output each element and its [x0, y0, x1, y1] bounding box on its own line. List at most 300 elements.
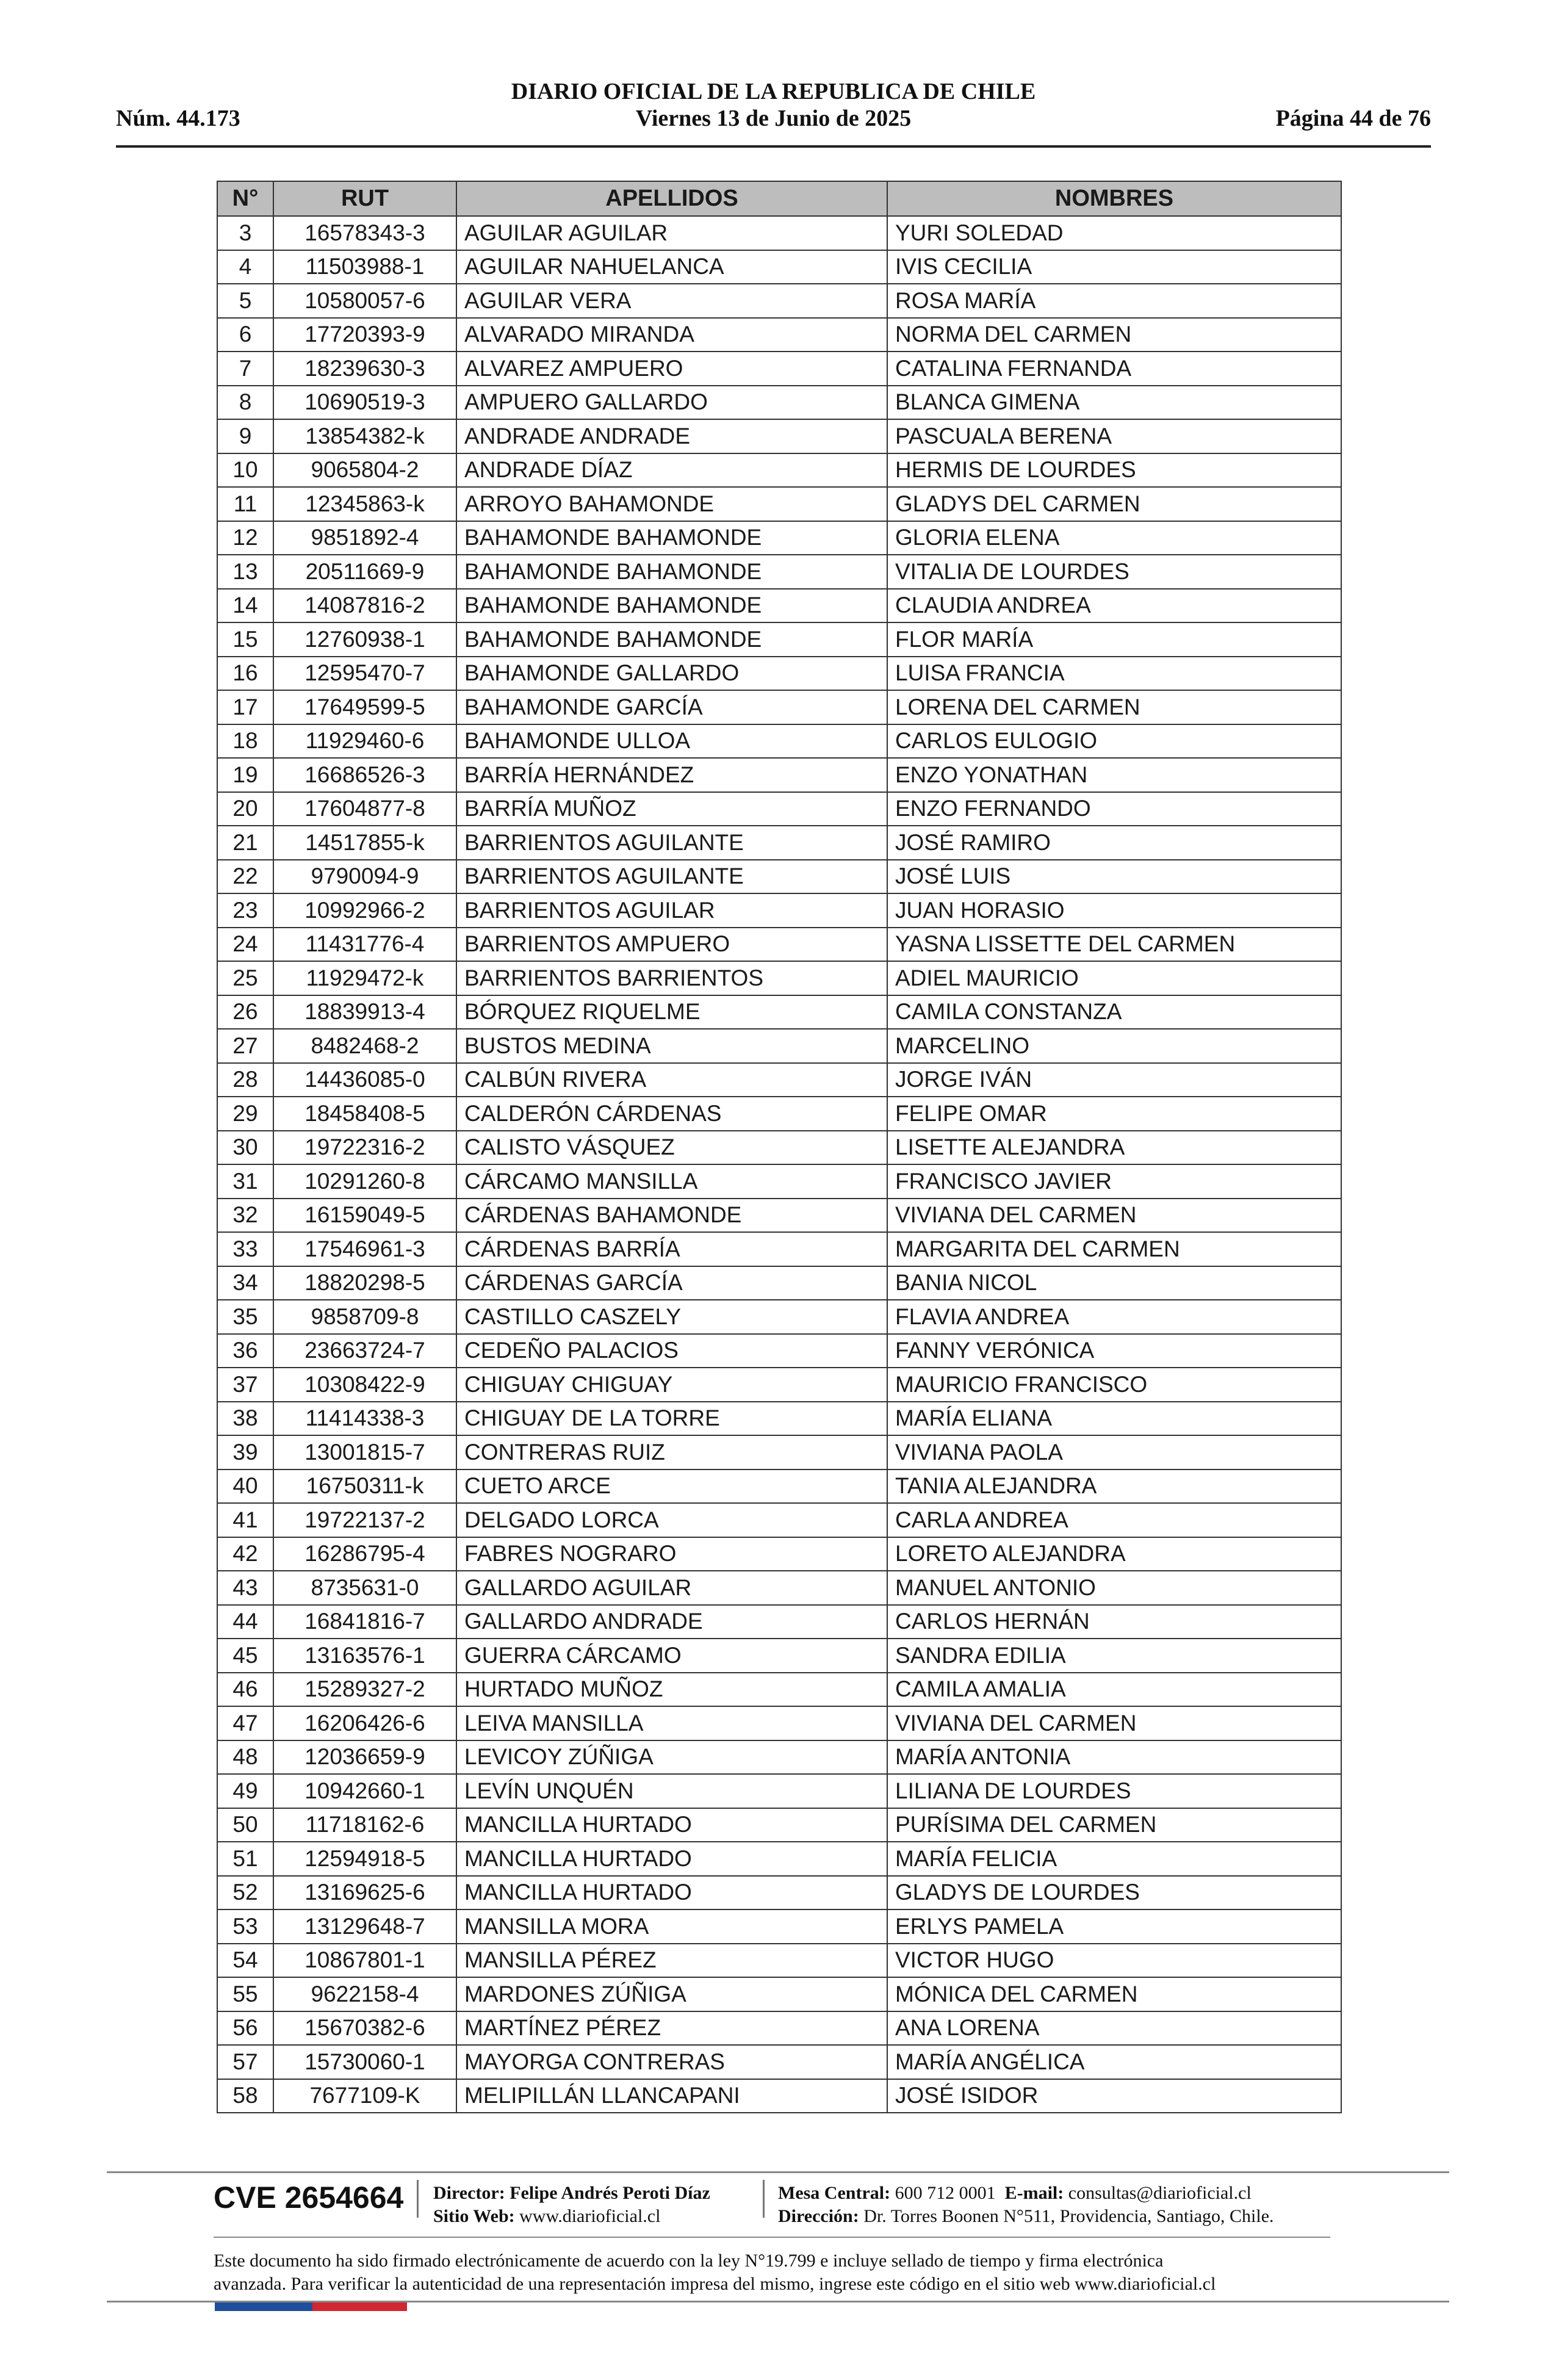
cell-number: 49 — [217, 1774, 273, 1808]
cell-nombres: NORMA DEL CARMEN — [887, 318, 1341, 352]
director-line — [433, 2182, 710, 2205]
cell-number: 20 — [217, 792, 273, 826]
cell-rut: 8735631-0 — [273, 1571, 456, 1605]
cell-rut: 18839913-4 — [273, 995, 456, 1030]
cell-nombres: MARÍA FELICIA — [887, 1842, 1341, 1876]
cell-number: 16 — [217, 657, 273, 691]
cell-apellidos: AGUILAR VERA — [456, 284, 887, 318]
column-header-number: N° — [217, 181, 273, 216]
signature-note — [214, 2249, 1373, 2296]
cell-number: 30 — [217, 1131, 273, 1165]
table-row — [217, 453, 1341, 488]
table-row — [217, 1435, 1341, 1469]
cell-rut: 7677109-K — [273, 2079, 456, 2113]
table-row — [217, 1740, 1341, 1775]
cell-apellidos: LEIVA MANSILLA — [456, 1706, 887, 1740]
cell-apellidos: LEVÍN UNQUÉN — [456, 1774, 887, 1808]
cell-nombres: FELIPE OMAR — [887, 1097, 1341, 1131]
cell-rut: 14436085-0 — [273, 1063, 456, 1097]
cell-apellidos: LEVICOY ZÚÑIGA — [456, 1740, 887, 1775]
cell-apellidos: MANSILLA PÉREZ — [456, 1944, 887, 1978]
cell-rut: 16286795-4 — [273, 1537, 456, 1571]
cell-number: 31 — [217, 1164, 273, 1199]
cell-nombres: YASNA LISSETTE DEL CARMEN — [887, 928, 1341, 962]
cell-rut: 18458408-5 — [273, 1097, 456, 1131]
cell-nombres: VIVIANA PAOLA — [887, 1435, 1341, 1469]
cell-apellidos: BAHAMONDE BAHAMONDE — [456, 589, 887, 623]
signature-note-line-1: Este documento ha sido firmado electrónicamente de acuerdo con la ley N°19.799 e incluye sellado de tiempo y firma electrónica — [214, 2251, 1164, 2271]
cell-nombres: GLADYS DEL CARMEN — [887, 487, 1341, 521]
cell-apellidos: BARRIENTOS BARRIENTOS — [456, 961, 887, 995]
cell-apellidos: CÁRDENAS GARCÍA — [456, 1266, 887, 1300]
table-row — [217, 1164, 1341, 1199]
table-row — [217, 1876, 1341, 1910]
table-row — [217, 1605, 1341, 1639]
website-line — [433, 2205, 710, 2228]
cell-nombres: MANUEL ANTONIO — [887, 1571, 1341, 1605]
cell-rut: 16578343-3 — [273, 216, 456, 250]
cell-number: 51 — [217, 1842, 273, 1876]
cell-number: 44 — [217, 1605, 273, 1639]
contact-block — [778, 2182, 1274, 2228]
cell-number: 27 — [217, 1029, 273, 1063]
cell-number: 17 — [217, 690, 273, 724]
cell-apellidos: BÓRQUEZ RIQUELME — [456, 995, 887, 1030]
cell-apellidos: AGUILAR NAHUELANCA — [456, 250, 887, 284]
cell-apellidos: BARRÍA HERNÁNDEZ — [456, 758, 887, 792]
cell-apellidos: HURTADO MUÑOZ — [456, 1673, 887, 1707]
table-row — [217, 555, 1341, 589]
cell-apellidos: GUERRA CÁRCAMO — [456, 1639, 887, 1673]
cell-apellidos: MAYORGA CONTRERAS — [456, 2045, 887, 2079]
cell-apellidos: CALDERÓN CÁRDENAS — [456, 1097, 887, 1131]
cell-rut: 12760938-1 — [273, 622, 456, 657]
cell-number: 38 — [217, 1402, 273, 1436]
cell-rut: 11503988-1 — [273, 250, 456, 284]
cell-number: 25 — [217, 961, 273, 995]
cell-apellidos: ALVARADO MIRANDA — [456, 318, 887, 352]
cell-nombres: MARGARITA DEL CARMEN — [887, 1232, 1341, 1266]
cell-number: 14 — [217, 589, 273, 623]
cell-apellidos: BARRIENTOS AGUILAR — [456, 893, 887, 928]
website-label: Sitio Web: — [433, 2206, 515, 2226]
table-row — [217, 1063, 1341, 1097]
table-row — [217, 1469, 1341, 1504]
email-address[interactable]: consultas@diarioficial.cl — [1068, 2183, 1252, 2203]
flag-stripe-red — [312, 2302, 407, 2311]
cell-number: 52 — [217, 1876, 273, 1910]
issue-date: Viernes 13 de Junio de 2025 — [635, 106, 912, 131]
cell-rut: 16206426-6 — [273, 1706, 456, 1740]
cell-nombres: LORENA DEL CARMEN — [887, 690, 1341, 724]
cell-number: 22 — [217, 860, 273, 894]
cell-rut: 16159049-5 — [273, 1199, 456, 1233]
cell-apellidos: DELGADO LORCA — [456, 1503, 887, 1537]
cell-nombres: VITALIA DE LOURDES — [887, 555, 1341, 589]
table-row — [217, 622, 1341, 657]
cell-number: 15 — [217, 622, 273, 657]
cell-rut: 11414338-3 — [273, 1402, 456, 1436]
cell-number: 12 — [217, 521, 273, 555]
cell-nombres: MAURICIO FRANCISCO — [887, 1368, 1341, 1402]
table-row — [217, 1266, 1341, 1300]
table-row — [217, 1029, 1341, 1063]
cell-apellidos: BAHAMONDE BAHAMONDE — [456, 521, 887, 555]
cell-rut: 10291260-8 — [273, 1164, 456, 1199]
cell-number: 29 — [217, 1097, 273, 1131]
cell-nombres: ROSA MARÍA — [887, 284, 1341, 318]
cell-nombres: BLANCA GIMENA — [887, 386, 1341, 420]
cell-number: 32 — [217, 1199, 273, 1233]
cell-number: 26 — [217, 995, 273, 1030]
cell-rut: 17720393-9 — [273, 318, 456, 352]
cell-rut: 11929460-6 — [273, 724, 456, 759]
cell-number: 41 — [217, 1503, 273, 1537]
cell-number: 39 — [217, 1435, 273, 1469]
cell-number: 57 — [217, 2045, 273, 2079]
cell-number: 48 — [217, 1740, 273, 1775]
cell-number: 9 — [217, 419, 273, 453]
cell-rut: 11718162-6 — [273, 1808, 456, 1842]
cell-rut: 17604877-8 — [273, 792, 456, 826]
cell-apellidos: CALISTO VÁSQUEZ — [456, 1131, 887, 1165]
table-row — [217, 758, 1341, 792]
table-row — [217, 690, 1341, 724]
cell-number: 35 — [217, 1300, 273, 1334]
table-row — [217, 1131, 1341, 1165]
cell-nombres: CAMILA AMALIA — [887, 1673, 1341, 1707]
cell-apellidos: CÁRCAMO MANSILLA — [456, 1164, 887, 1199]
cell-nombres: CAMILA CONSTANZA — [887, 995, 1341, 1030]
cell-number: 13 — [217, 555, 273, 589]
cell-rut: 14517855-k — [273, 826, 456, 860]
table-row — [217, 487, 1341, 521]
table-row — [217, 216, 1341, 250]
cell-nombres: MARÍA ANTONIA — [887, 1740, 1341, 1775]
cell-rut: 8482468-2 — [273, 1029, 456, 1063]
cell-nombres: VIVIANA DEL CARMEN — [887, 1706, 1341, 1740]
table-row — [217, 826, 1341, 860]
page-header — [116, 78, 1431, 148]
issue-number: Núm. 44.173 — [116, 106, 240, 131]
cell-nombres: IVIS CECILIA — [887, 250, 1341, 284]
cell-nombres: ENZO FERNANDO — [887, 792, 1341, 826]
table-row — [217, 1774, 1341, 1808]
phone-number: 600 712 0001 — [895, 2183, 996, 2203]
director-label: Director: — [433, 2183, 505, 2203]
footer-separator — [417, 2180, 419, 2218]
cell-rut: 23663724-7 — [273, 1334, 456, 1368]
cell-rut: 18239630-3 — [273, 352, 456, 386]
cell-rut: 11929472-k — [273, 961, 456, 995]
cell-nombres: VIVIANA DEL CARMEN — [887, 1199, 1341, 1233]
cell-nombres: JUAN HORASIO — [887, 893, 1341, 928]
cell-number: 50 — [217, 1808, 273, 1842]
table-body — [217, 216, 1341, 2113]
cell-rut: 15289327-2 — [273, 1673, 456, 1707]
phone-label: Mesa Central: — [778, 2183, 891, 2203]
cell-apellidos: ANDRADE ANDRADE — [456, 419, 887, 453]
cell-number: 11 — [217, 487, 273, 521]
cell-apellidos: GALLARDO AGUILAR — [456, 1571, 887, 1605]
cell-number: 43 — [217, 1571, 273, 1605]
cell-nombres: LUISA FRANCIA — [887, 657, 1341, 691]
table-row — [217, 893, 1341, 928]
cell-rut: 20511669-9 — [273, 555, 456, 589]
cell-apellidos: BAHAMONDE ULLOA — [456, 724, 887, 759]
cell-nombres: JORGE IVÁN — [887, 1063, 1341, 1097]
cell-number: 34 — [217, 1266, 273, 1300]
cell-apellidos: AMPUERO GALLARDO — [456, 386, 887, 420]
cell-apellidos: MANCILLA HURTADO — [456, 1876, 887, 1910]
table-row — [217, 419, 1341, 453]
cell-nombres: LORETO ALEJANDRA — [887, 1537, 1341, 1571]
table-row — [217, 250, 1341, 284]
table-row — [217, 1673, 1341, 1707]
table-row — [217, 2079, 1341, 2113]
cell-number: 7 — [217, 352, 273, 386]
cell-nombres: CATALINA FERNANDA — [887, 352, 1341, 386]
table-row — [217, 1639, 1341, 1673]
cell-rut: 10580057-6 — [273, 284, 456, 318]
cell-rut: 13001815-7 — [273, 1435, 456, 1469]
table-row — [217, 1334, 1341, 1368]
cell-apellidos: MANCILLA HURTADO — [456, 1842, 887, 1876]
cell-rut: 15670382-6 — [273, 2011, 456, 2046]
cell-nombres: BANIA NICOL — [887, 1266, 1341, 1300]
cell-number: 47 — [217, 1706, 273, 1740]
table-row — [217, 1537, 1341, 1571]
table-row — [217, 792, 1341, 826]
table-row — [217, 2045, 1341, 2079]
cell-number: 4 — [217, 250, 273, 284]
cell-nombres: GLADYS DE LOURDES — [887, 1876, 1341, 1910]
cell-rut: 12345863-k — [273, 487, 456, 521]
cell-rut: 15730060-1 — [273, 2045, 456, 2079]
email-label: E-mail: — [1004, 2183, 1064, 2203]
cell-rut: 9622158-4 — [273, 1977, 456, 2011]
cell-nombres: FLOR MARÍA — [887, 622, 1341, 657]
cell-apellidos: ALVAREZ AMPUERO — [456, 352, 887, 386]
table-row — [217, 1368, 1341, 1402]
cell-nombres: YURI SOLEDAD — [887, 216, 1341, 250]
cell-rut: 10690519-3 — [273, 386, 456, 420]
cell-number: 10 — [217, 453, 273, 488]
cell-apellidos: BAHAMONDE GARCÍA — [456, 690, 887, 724]
cell-apellidos: CUETO ARCE — [456, 1469, 887, 1504]
cve-code: CVE 2654664 — [214, 2180, 404, 2215]
cell-number: 58 — [217, 2079, 273, 2113]
column-header-apellidos: APELLIDOS — [456, 181, 887, 216]
cell-apellidos: ARROYO BAHAMONDE — [456, 487, 887, 521]
cell-rut: 13169625-6 — [273, 1876, 456, 1910]
table-row — [217, 961, 1341, 995]
column-header-nombres: NOMBRES — [887, 181, 1341, 216]
cell-nombres: SANDRA EDILIA — [887, 1639, 1341, 1673]
cell-rut: 14087816-2 — [273, 589, 456, 623]
cell-apellidos: ANDRADE DÍAZ — [456, 453, 887, 488]
table-row — [217, 995, 1341, 1030]
cell-rut: 13163576-1 — [273, 1639, 456, 1673]
cell-number: 33 — [217, 1232, 273, 1266]
table-row — [217, 2011, 1341, 2046]
cell-rut: 17546961-3 — [273, 1232, 456, 1266]
page-number: Página 44 de 76 — [1275, 106, 1431, 131]
cell-number: 55 — [217, 1977, 273, 2011]
table-row — [217, 318, 1341, 352]
cell-number: 54 — [217, 1944, 273, 1978]
cell-apellidos: MANSILLA MORA — [456, 1909, 887, 1944]
cell-nombres: CARLOS HERNÁN — [887, 1605, 1341, 1639]
table-row — [217, 1842, 1341, 1876]
cell-apellidos: BAHAMONDE BAHAMONDE — [456, 622, 887, 657]
cell-rut: 10942660-1 — [273, 1774, 456, 1808]
cell-number: 23 — [217, 893, 273, 928]
table-row — [217, 1808, 1341, 1842]
cell-number: 21 — [217, 826, 273, 860]
cell-number: 56 — [217, 2011, 273, 2046]
cell-nombres: HERMIS DE LOURDES — [887, 453, 1341, 488]
cell-rut: 10867801-1 — [273, 1944, 456, 1978]
cell-rut: 11431776-4 — [273, 928, 456, 962]
cell-rut: 17649599-5 — [273, 690, 456, 724]
cell-number: 6 — [217, 318, 273, 352]
table-row — [217, 352, 1341, 386]
cell-rut: 16750311-k — [273, 1469, 456, 1504]
cell-rut: 9065804-2 — [273, 453, 456, 488]
cell-number: 28 — [217, 1063, 273, 1097]
table-row — [217, 1402, 1341, 1436]
table-row — [217, 386, 1341, 420]
cell-number: 46 — [217, 1673, 273, 1707]
cell-apellidos: BAHAMONDE BAHAMONDE — [456, 555, 887, 589]
cell-apellidos: CHIGUAY CHIGUAY — [456, 1368, 887, 1402]
address-text: Dr. Torres Boonen N°511, Providencia, Santiago, Chile. — [863, 2206, 1274, 2226]
cell-number: 3 — [217, 216, 273, 250]
cell-apellidos: FABRES NOGRARO — [456, 1537, 887, 1571]
table-header-row — [217, 181, 1341, 216]
cell-rut: 12594918-5 — [273, 1842, 456, 1876]
cell-nombres: PURÍSIMA DEL CARMEN — [887, 1808, 1341, 1842]
cell-rut: 12595470-7 — [273, 657, 456, 691]
director-name: Felipe Andrés Peroti Díaz — [510, 2183, 710, 2203]
address-label: Dirección: — [778, 2206, 859, 2226]
cell-number: 19 — [217, 758, 273, 792]
cell-nombres: VICTOR HUGO — [887, 1944, 1341, 1978]
cell-apellidos: GALLARDO ANDRADE — [456, 1605, 887, 1639]
cell-apellidos: BARRIENTOS AGUILANTE — [456, 860, 887, 894]
website-link[interactable]: www.diarioficial.cl — [519, 2206, 661, 2226]
cell-number: 18 — [217, 724, 273, 759]
cell-apellidos: CHIGUAY DE LA TORRE — [456, 1402, 887, 1436]
cell-nombres: MÓNICA DEL CARMEN — [887, 1977, 1341, 2011]
table-row — [217, 1503, 1341, 1537]
cell-number: 36 — [217, 1334, 273, 1368]
cell-number: 42 — [217, 1537, 273, 1571]
cell-rut: 16841816-7 — [273, 1605, 456, 1639]
cell-rut: 13854382-k — [273, 419, 456, 453]
cell-nombres: CARLOS EULOGIO — [887, 724, 1341, 759]
table-row — [217, 1909, 1341, 1944]
table-row — [217, 1571, 1341, 1605]
cell-apellidos: CÁRDENAS BAHAMONDE — [456, 1199, 887, 1233]
table-row — [217, 1706, 1341, 1740]
cell-rut: 10308422-9 — [273, 1368, 456, 1402]
cell-apellidos: CONTRERAS RUIZ — [456, 1435, 887, 1469]
cell-nombres: LILIANA DE LOURDES — [887, 1774, 1341, 1808]
cell-apellidos: MARTÍNEZ PÉREZ — [456, 2011, 887, 2046]
cell-apellidos: MARDONES ZÚÑIGA — [456, 1977, 887, 2011]
table-row — [217, 860, 1341, 894]
cell-rut: 16686526-3 — [273, 758, 456, 792]
table-row — [217, 657, 1341, 691]
cell-rut: 10992966-2 — [273, 893, 456, 928]
flag-stripe-blue — [215, 2302, 312, 2311]
table-row — [217, 928, 1341, 962]
footer-divider-middle — [214, 2237, 1330, 2238]
cell-apellidos: BARRÍA MUÑOZ — [456, 792, 887, 826]
cell-rut: 19722316-2 — [273, 1131, 456, 1165]
table-row — [217, 1977, 1341, 2011]
table-row — [217, 284, 1341, 318]
cell-apellidos: CEDEÑO PALACIOS — [456, 1334, 887, 1368]
table-row — [217, 724, 1341, 759]
cell-nombres: FLAVIA ANDREA — [887, 1300, 1341, 1334]
cell-nombres: MARCELINO — [887, 1029, 1341, 1063]
cell-rut: 19722137-2 — [273, 1503, 456, 1537]
cell-nombres: JOSÉ RAMIRO — [887, 826, 1341, 860]
table-row — [217, 521, 1341, 555]
cell-nombres: GLORIA ELENA — [887, 521, 1341, 555]
cell-apellidos: AGUILAR AGUILAR — [456, 216, 887, 250]
cell-nombres: CLAUDIA ANDREA — [887, 589, 1341, 623]
publication-title: DIARIO OFICIAL DE LA REPUBLICA DE CHILE — [511, 79, 1036, 104]
cell-nombres: MARÍA ANGÉLICA — [887, 2045, 1341, 2079]
cell-rut: 9790094-9 — [273, 860, 456, 894]
cell-number: 37 — [217, 1368, 273, 1402]
cell-nombres: ENZO YONATHAN — [887, 758, 1341, 792]
cell-number: 53 — [217, 1909, 273, 1944]
cell-nombres: ANA LORENA — [887, 2011, 1341, 2046]
cell-nombres: TANIA ALEJANDRA — [887, 1469, 1341, 1504]
cell-apellidos: CALBÚN RIVERA — [456, 1063, 887, 1097]
cell-nombres: ERLYS PAMELA — [887, 1909, 1341, 1944]
cell-nombres: CARLA ANDREA — [887, 1503, 1341, 1537]
cell-nombres: PASCUALA BERENA — [887, 419, 1341, 453]
cell-rut: 13129648-7 — [273, 1909, 456, 1944]
cell-rut: 9858709-8 — [273, 1300, 456, 1334]
cell-apellidos: CASTILLO CASZELY — [456, 1300, 887, 1334]
cell-nombres: JOSÉ ISIDOR — [887, 2079, 1341, 2113]
table-row — [217, 1300, 1341, 1334]
cell-apellidos: BARRIENTOS AMPUERO — [456, 928, 887, 962]
signature-note-line-2: avanzada. Para verificar la autenticidad de una representación impresa del mismo, ingrese este código en el sitio web www.diarioficial.cl — [214, 2274, 1216, 2294]
cell-nombres: FRANCISCO JAVIER — [887, 1164, 1341, 1199]
cell-number: 8 — [217, 386, 273, 420]
table-row — [217, 1097, 1341, 1131]
cell-apellidos: BAHAMONDE GALLARDO — [456, 657, 887, 691]
cell-apellidos: MANCILLA HURTADO — [456, 1808, 887, 1842]
cell-nombres: LISETTE ALEJANDRA — [887, 1131, 1341, 1165]
cell-apellidos: MELIPILLÁN LLANCAPANI — [456, 2079, 887, 2113]
table-row — [217, 1199, 1341, 1233]
cell-apellidos: CÁRDENAS BARRÍA — [456, 1232, 887, 1266]
column-header-rut: RUT — [273, 181, 456, 216]
table-row — [217, 1944, 1341, 1978]
director-block — [433, 2182, 710, 2228]
cell-apellidos: BARRIENTOS AGUILANTE — [456, 826, 887, 860]
beneficiaries-table — [217, 181, 1342, 2113]
